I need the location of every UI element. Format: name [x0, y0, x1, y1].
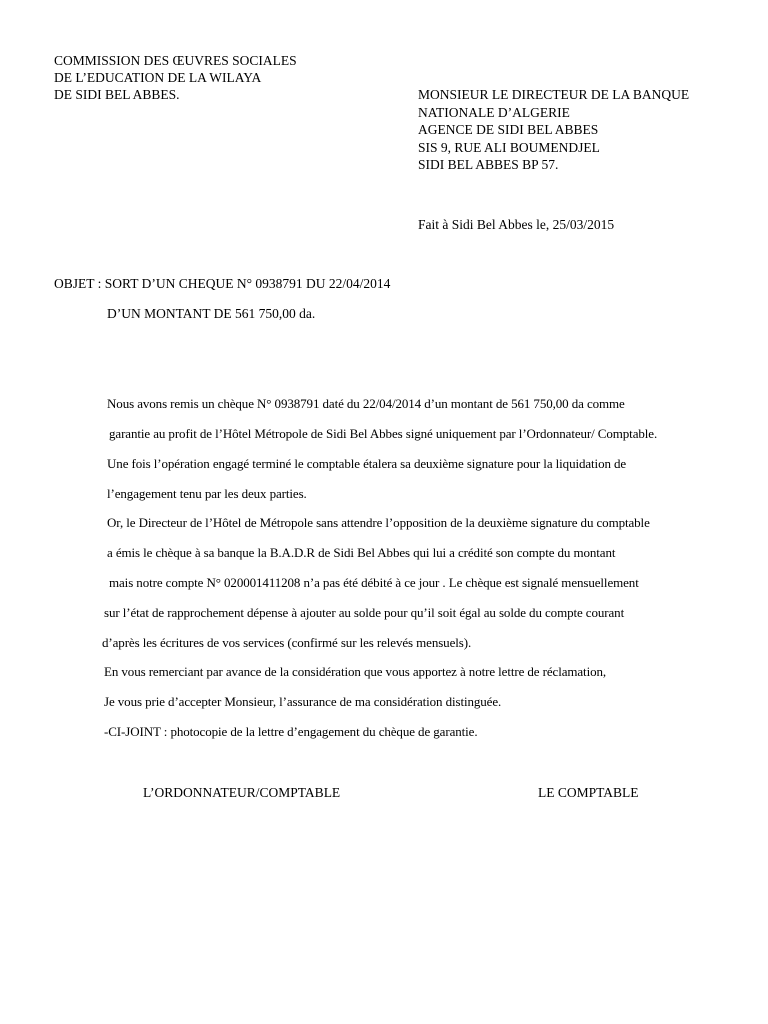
body-line: garantie au profit de l’Hôtel Métropole de Sidi Bel Abbes signé uniquement par l’Ordonnateur/ Comptable. [109, 426, 658, 441]
recipient-line-5: SIDI BEL ABBES BP 57. [418, 157, 559, 172]
place-date: Fait à Sidi Bel Abbes le, 25/03/2015 [418, 217, 615, 232]
recipient-line-4: SIS 9, RUE ALI BOUMENDJEL [418, 140, 600, 155]
recipient-line-1: MONSIEUR LE DIRECTEUR DE LA BANQUE [418, 87, 690, 102]
sender-line-1: COMMISSION DES ŒUVRES SOCIALES [54, 53, 297, 68]
signature-ordonnateur: L’ORDONNATEUR/COMPTABLE [143, 785, 341, 800]
subject-line-1: OBJET : SORT D’UN CHEQUE N° 0938791 DU 22/04/2014 [54, 276, 391, 291]
body-line: En vous remerciant par avance de la considération que vous apportez à notre lettre de réclamation, [104, 664, 607, 679]
sender-line-2: DE L’EDUCATION DE LA WILAYA [54, 70, 262, 85]
attachment-note: -CI-JOINT : photocopie de la lettre d’engagement du chèque de garantie. [104, 724, 478, 739]
body-line: l’engagement tenu par les deux parties. [107, 486, 307, 501]
body-line: mais notre compte N° 020001411208 n’a pas été débité à ce jour . Le chèque est signalé mensuellement [109, 575, 639, 590]
body-line: d’après les écritures de vos services (confirmé sur les relevés mensuels). [102, 635, 472, 650]
body-line: Je vous prie d’accepter Monsieur, l’assurance de ma considération distinguée. [104, 694, 502, 709]
recipient-line-2: NATIONALE D’ALGERIE [418, 105, 570, 120]
sender-line-3: DE SIDI BEL ABBES. [54, 87, 180, 102]
body-line: sur l’état de rapprochement dépense à ajouter au solde pour qu’il soit égal au solde du compte courant [104, 605, 625, 620]
subject-line-2: D’UN MONTANT DE 561 750,00 da. [107, 306, 316, 321]
body-line: Une fois l’opération engagé terminé le comptable étalera sa deuxième signature pour la liquidation de [107, 456, 627, 471]
signature-comptable: LE COMPTABLE [538, 785, 639, 800]
body-line: a émis le chèque à sa banque la B.A.D.R de Sidi Bel Abbes qui lui a crédité son compte du montant [107, 545, 616, 560]
body-line: Or, le Directeur de l’Hôtel de Métropole sans attendre l’opposition de la deuxième signature du comptable [107, 515, 650, 530]
body-line: Nous avons remis un chèque N° 0938791 daté du 22/04/2014 d’un montant de 561 750,00 da comme [107, 396, 625, 411]
recipient-line-3: AGENCE DE SIDI BEL ABBES [418, 122, 599, 137]
